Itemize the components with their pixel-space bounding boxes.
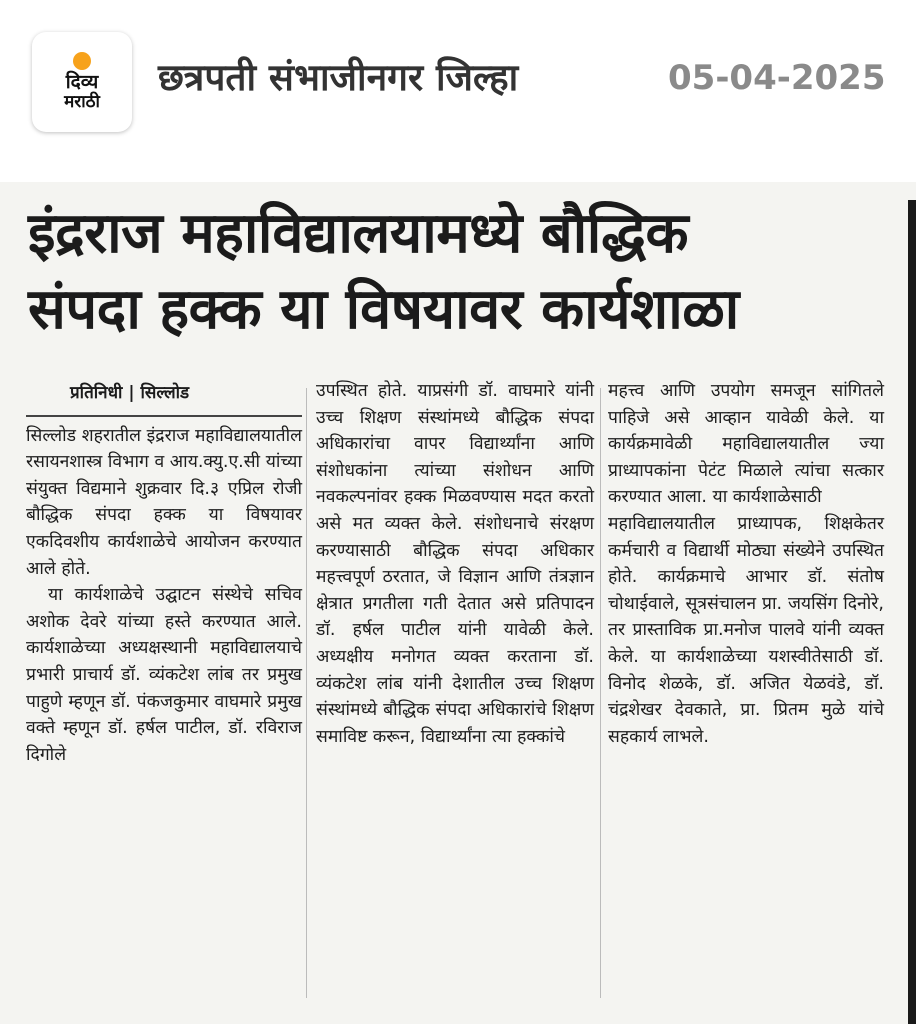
paragraph: या कार्यशाळेचे उद्घाटन संस्थेचे सचिव अशोक देवरे यांच्या हस्ते करण्यात आले. कार्यशाळेच्या अध्यक्षस्थानी महाविद्यालयाचे प्रभारी प्राचार्य डॉ. व्यंकटेश लांब तर प्रमुख पाहुणे म्हणून डॉ. पंकजकुमार वाघमारे प्रमुख वक्ते म्हणून डॉ. हर्षल पाटील, डॉ. रविराज दिगोले [26, 585, 302, 765]
article-column-2 [316, 378, 594, 750]
paragraph: उपस्थित होते. याप्रसंगी डॉ. वाघमारे यांनी उच्च शिक्षण संस्थांमध्ये बौद्धिक संपदा अधिकारांचा वापर विद्यार्थ्यांना आणि संशोधकांना त्यांच्या संशोधन आणि नवकल्पनांवर हक्क मिळवण्यास मदत करतो असे मत व्यक्त केले. संशोधनाचे संरक्षण करण्यासाठी बौद्धिक संपदा अधिकार महत्त्वपूर्ण ठरतात, जे विज्ञान आणि तंत्रज्ञान क्षेत्रात प्रगतीला गती देतात असे प्रतिपादन डॉ. हर्षल पाटील यांनी यावेळी केले. अध्यक्षीय मनोगत व्यक्त करताना डॉ. व्यंकटेश लांब यांनी देशातील उच्च शिक्षण संस्थांमध्ये बौद्धिक संपदा अधिकारांचे शिक्षण समाविष्ट करून, विद्यार्थ्यांना त्या हक्कांचे [316, 381, 594, 747]
headline-line-2: संपदा हक्क या विषयावर कार्यशाळा [28, 277, 739, 342]
article-column-3 [608, 378, 884, 750]
divya-marathi-logo[interactable] [32, 32, 132, 132]
paragraph: महाविद्यालयातील प्राध्यापक, शिक्षकेतर कर्मचारी व विद्यार्थी मोठ्या संख्येने उपस्थित होते. कार्यक्रमाचे आभार डॉ. संतोष चोथाईवाले, सूत्रसंचालन प्रा. जयसिंग दिनोरे, तर प्रास्ताविक प्रा.मनोज पालवे यांनी व्यक्त केले. या कार्यशाळेच्या यशस्वीतेसाठी डॉ. विनोद शेळके, डॉ. अजित येळवंडे, डॉ. चंद्रशेखर देवकाते, प्रा. प्रितम मुळे यांचे सहकार्य लाभले. [608, 513, 884, 747]
column-divider [600, 388, 601, 998]
logo-text-line1: दिव्य [65, 71, 99, 93]
clipping-edge [908, 200, 916, 1024]
paragraph: महत्त्व आणि उपयोग समजून सांगितले पाहिजे असे आव्हान यावेळी केले. या कार्यक्रमावेळी महाविद्यालयातील ज्या प्राध्यापकांना पेटंट मिळाले त्यांचा सत्कार करण्यात आला. या कार्यशाळेसाठी [608, 381, 884, 508]
column-divider [306, 388, 307, 998]
district-title: छत्रपती संभाजीनगर जिल्हा [158, 56, 519, 99]
sun-icon [73, 52, 91, 70]
headline-line-1: इंद्रराज महाविद्यालयामध्ये बौद्धिक [28, 201, 689, 266]
article-column-1 [26, 380, 302, 768]
paragraph: सिल्लोड शहरातील इंद्रराज महाविद्यालयातील रसायनशास्त्र विभाग व आय.क्यु.ए.सी यांच्या संयुक्त विद्यमाने शुक्रवार दि.३ एप्रिल रोजी बौद्धिक संपदा हक्क या विषयावर एकदिवशीय कार्यशाळेचे आयोजन करण्यात आले होते. [26, 425, 302, 579]
byline-rule [26, 415, 302, 417]
article-headline [28, 196, 908, 348]
top-bar [0, 0, 916, 150]
edition-date: 05-04-2025 [668, 58, 886, 98]
logo-text-line2: मराठी [64, 92, 100, 112]
byline: प्रतिनिधी | सिल्लोड [70, 383, 190, 403]
